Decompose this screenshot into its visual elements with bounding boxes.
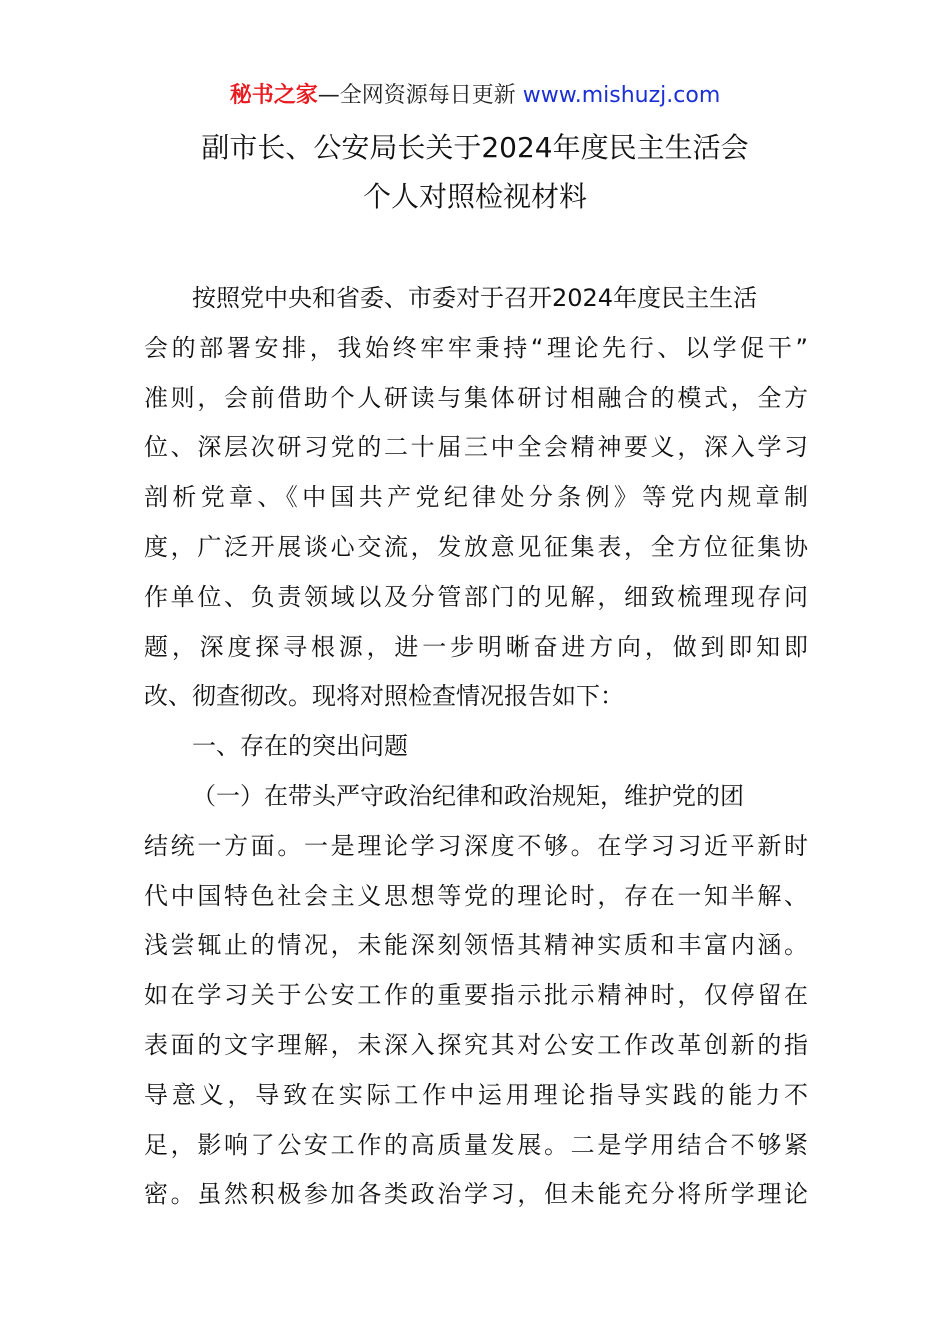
site-tagline: —全网资源每日更新 (317, 83, 516, 108)
body-line-13: 代中国特色社会主义思想等党的理论时，存在一知半解、 (144, 881, 808, 910)
document-title-line-1: 副市长、公安局长关于2024年度民主生活会 (201, 131, 749, 164)
body-line-14: 浅尝辄止的情况，未能深刻领悟其精神实质和丰富内涵。 (144, 931, 808, 960)
body-line-4: 位、深层次研习党的二十届三中全会精神要义，深入学习 (144, 433, 808, 462)
body-line-15: 如在学习关于公安工作的重要指示批示精神时，仅停留在 (144, 981, 808, 1010)
site-url-link[interactable]: www.mishuzj.com (522, 83, 721, 108)
body-line-17: 导意义，导致在实际工作中运用理论指导实践的能力不 (144, 1080, 808, 1109)
body-line-9: 改、彻查彻改。现将对照检查情况报告如下： (144, 682, 624, 711)
document-body (144, 274, 808, 1220)
body-line-18: 足，影响了公安工作的高质量发展。二是学用结合不够紧 (144, 1130, 808, 1159)
body-line-3: 准则，会前借助个人研读与集体研讨相融合的模式，全方 (144, 383, 808, 412)
body-line-1: 按照党中央和省委、市委对于召开2024年度民主生活 (192, 284, 758, 312)
body-line-2: 会的部署安排，我始终牢牢秉持“理论先行、以学促干” (144, 333, 808, 362)
document-title-line-2: 个人对照检视材料 (362, 180, 587, 213)
body-line-19: 密。虽然积极参加各类政治学习，但未能充分将所学理论 (144, 1180, 808, 1209)
body-line-11: （一）在带头严守政治纪律和政治规矩，维护党的团 (192, 781, 744, 810)
body-line-7: 作单位、负责领域以及分管部门的见解，细致梳理现存问 (144, 582, 808, 611)
body-line-5: 剖析党章、《中国共产党纪律处分条例》等党内规章制 (144, 483, 808, 512)
body-line-16: 表面的文字理解，未深入探究其对公安工作改革创新的指 (144, 1030, 808, 1059)
body-line-8: 题，深度探寻根源，进一步明晰奋进方向，做到即知即 (144, 632, 808, 661)
body-line-12: 结统一方面。一是理论学习深度不够。在学习习近平新时 (144, 831, 808, 860)
site-header (0, 80, 950, 112)
body-line-6: 度，广泛开展谈心交流，发放意见征集表，全方位征集协 (144, 532, 808, 561)
site-brand: 秘书之家 (229, 83, 318, 108)
section-heading: 一、存在的突出问题 (192, 732, 408, 761)
